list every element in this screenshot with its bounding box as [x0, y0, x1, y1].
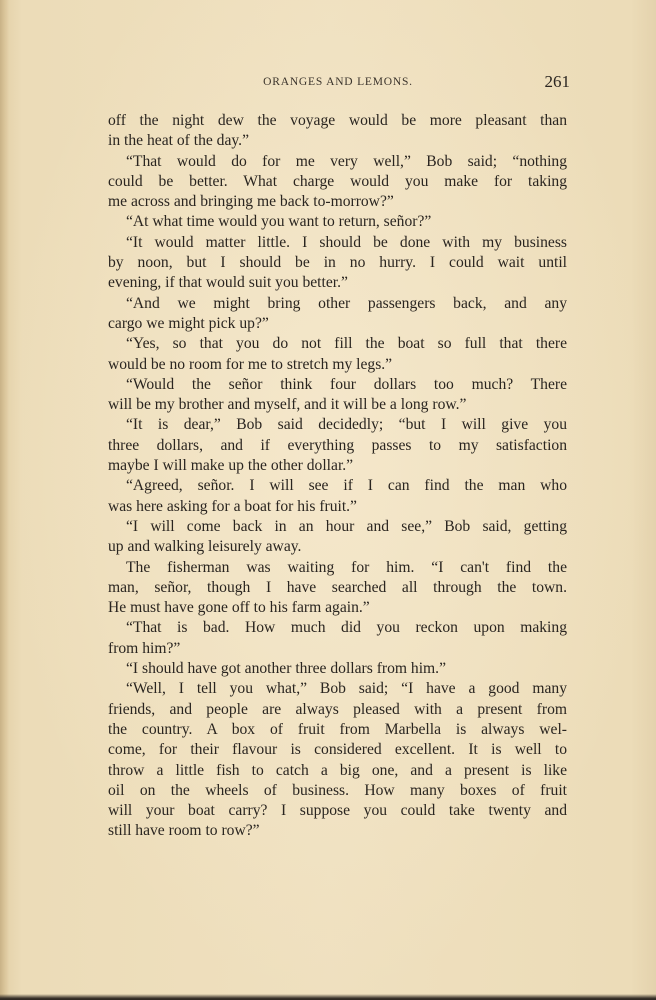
text-line: from him?”: [108, 639, 181, 657]
text-line: could be better. What charge would you make for taking: [108, 172, 567, 190]
text-line: The fisherman was waiting for him. “I can't find the: [126, 558, 567, 576]
text-line: three dollars, and if everything passes to my satisfaction: [108, 436, 567, 454]
text-line: “It is dear,” Bob said decidedly; “but I will give you: [126, 416, 567, 434]
body-text: [108, 111, 567, 842]
text-line: “That is bad. How much did you reckon upon making: [126, 619, 567, 637]
text-line: up and walking leisurely away.: [108, 538, 302, 556]
text-line: me across and bringing me back to-morrow?”: [108, 193, 394, 211]
text-line: “I will come back in an hour and see,” Bob said, getting: [126, 517, 567, 535]
running-head: ORANGES AND LEMONS.: [263, 76, 413, 88]
text-line: “Yes, so that you do not fill the boat so full that there: [126, 335, 567, 353]
text-line: throw a little fish to catch a big one, and a present is like: [108, 761, 567, 779]
text-line: “That would do for me very well,” Bob said; “nothing: [126, 152, 567, 170]
text-line: “Would the señor think four dollars too much? There: [126, 375, 567, 393]
text-line: would be no room for me to stretch my legs.”: [108, 355, 393, 373]
text-line: He must have gone off to his farm again.”: [108, 599, 370, 617]
text-line: come, for their flavour is considered excellent. It is well to: [108, 741, 567, 759]
text-line: evening, if that would suit you better.”: [108, 274, 348, 292]
page-number: 261: [544, 72, 570, 91]
text-line: the country. A box of fruit from Marbella is always wel-: [108, 720, 567, 738]
text-line: cargo we might pick up?”: [108, 314, 269, 332]
text-line: oil on the wheels of business. How many boxes of fruit: [108, 781, 567, 799]
text-line: will your boat carry? I suppose you could take twenty and: [108, 802, 567, 820]
text-line: still have room to row?”: [108, 822, 260, 840]
text-line: “It would matter little. I should be done with my business: [126, 233, 567, 251]
text-line: in the heat of the day.”: [108, 132, 250, 150]
text-line: will be my brother and myself, and it will be a long row.”: [108, 396, 467, 414]
text-line: man, señor, though I have searched all through the town.: [108, 578, 567, 596]
page-spine-shadow: [0, 0, 9, 1000]
text-line: “Well, I tell you what,” Bob said; “I have a good many: [126, 680, 567, 698]
text-line: friends, and people are always pleased with a present from: [108, 700, 567, 718]
text-line: “And we might bring other passengers back, and any: [126, 294, 567, 312]
text-line: “I should have got another three dollars from him.”: [126, 660, 447, 678]
page-bottom-edge: [0, 994, 656, 1000]
page-header: [108, 72, 568, 96]
text-line: was here asking for a boat for his fruit.”: [108, 497, 357, 515]
text-line: maybe I will make up the other dollar.”: [108, 457, 354, 475]
text-line: “At what time would you want to return, señor?”: [126, 213, 432, 231]
text-line: off the night dew the voyage would be more pleasant than: [108, 112, 567, 129]
text-line: by noon, but I should be in no hurry. I could wait until: [108, 254, 567, 272]
text-line: “Agreed, señor. I will see if I can find the man who: [126, 477, 567, 495]
